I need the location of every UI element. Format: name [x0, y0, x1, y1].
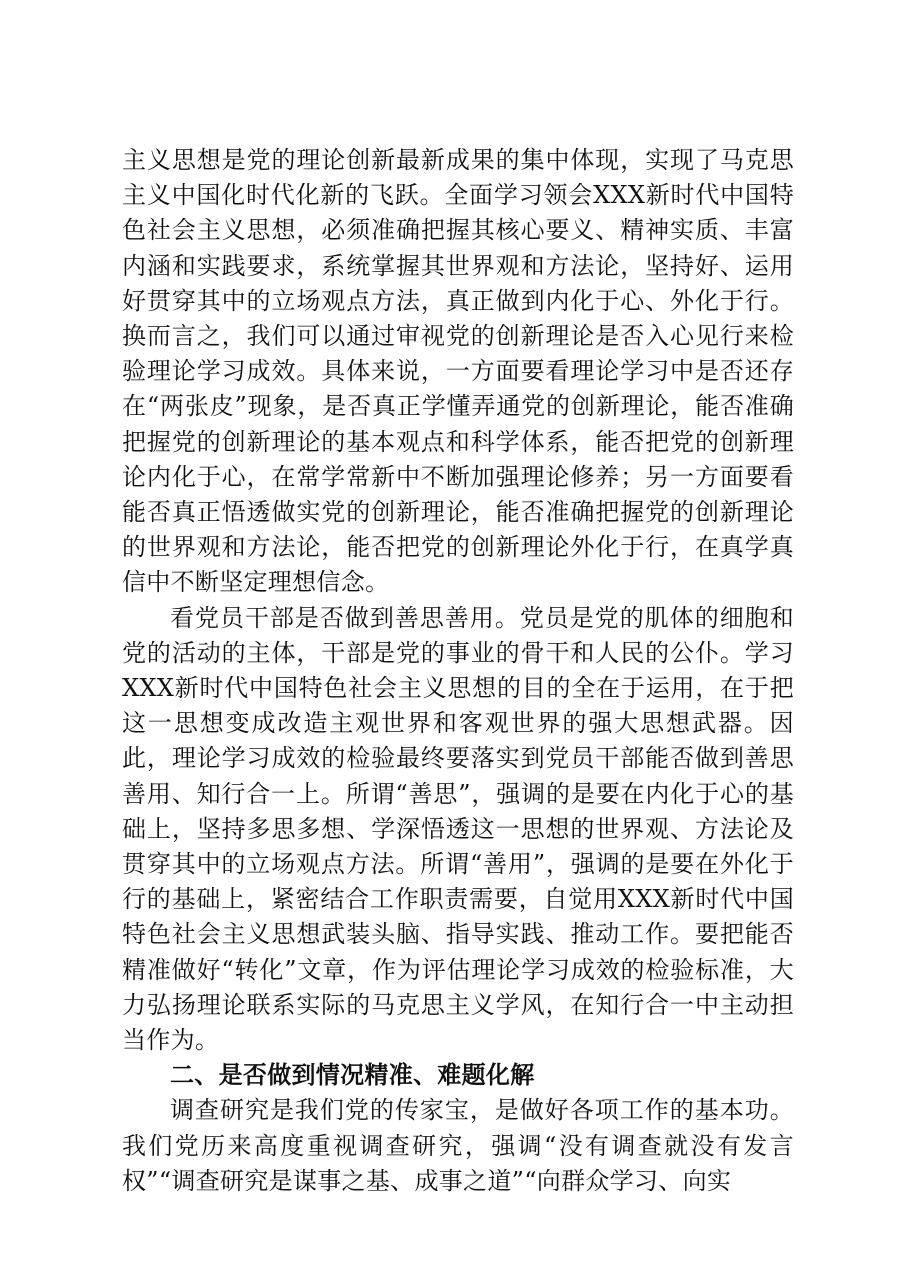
body-paragraph-investigation: 调查研究是我们党的传家宝，是做好各项工作的基本功。我们党历来高度重视调查研究，强调“没有调查就没有发言权”“调查研究是谋事之基、成事之道”“向群众学习、向实: [122, 1096, 794, 1195]
body-paragraph-continuation: 主义思想是党的理论创新最新成果的集中体现，实现了马克思主义中国化时代化新的飞跃。全面学习领会XXX新时代中国特色社会主义思想，必须准确把握其核心要义、精神实质、丰富内涵和实践要求，系统掌握其世界观和方法论，坚持好、运用好贯穿其中的立场观点方法，真正做到内化于心、外化于行。换而言之，我们可以通过审视党的创新理论是否入心见行来检验理论学习成效。具体来说，一方面要看理论学习中是否还存在“两张皮”现象，是否真正学懂弄通党的创新理论，能否准确把握党的创新理论的基本观点和科学体系，能否把党的创新理论内化于心，在常学常新中不断加强理论修养；另一方面要看能否真正悟透做实党的创新理论，能否准确把握党的创新理论的世界观和方法论，能否把党的创新理论外化于行，在真学真信中不断坚定理想信念。: [122, 146, 794, 597]
section-heading-2: 二、是否做到情况精准、难题化解: [170, 1061, 535, 1090]
document-body: [122, 143, 794, 1199]
body-paragraph-party-members: 看党员干部是否做到善思善用。党员是党的肌体的细胞和党的活动的主体，干部是党的事业的骨干和人民的公仆。学习XXX新时代中国特色社会主义思想的目的全在于运用，在于把这一思想变成改造主观世界和客观世界的强大思想武器。因此，理论学习成效的检验最终要落实到党员干部能否做到善思善用、知行合一上。所谓“善思”，强调的是要在内化于心的基础上，坚持多思多想、学深悟透这一思想的世界观、方法论及贯穿其中的立场观点方法。所谓“善用”，强调的是要在外化于行的基础上，紧密结合工作职责需要，自觉用XXX新时代中国特色社会主义思想武装头脑、指导实践、推动工作。要把能否精准做好“转化”文章，作为评估理论学习成效的检验标准，大力弘扬理论联系实际的马克思主义学风，在知行合一中主动担当作为。: [122, 603, 794, 1055]
